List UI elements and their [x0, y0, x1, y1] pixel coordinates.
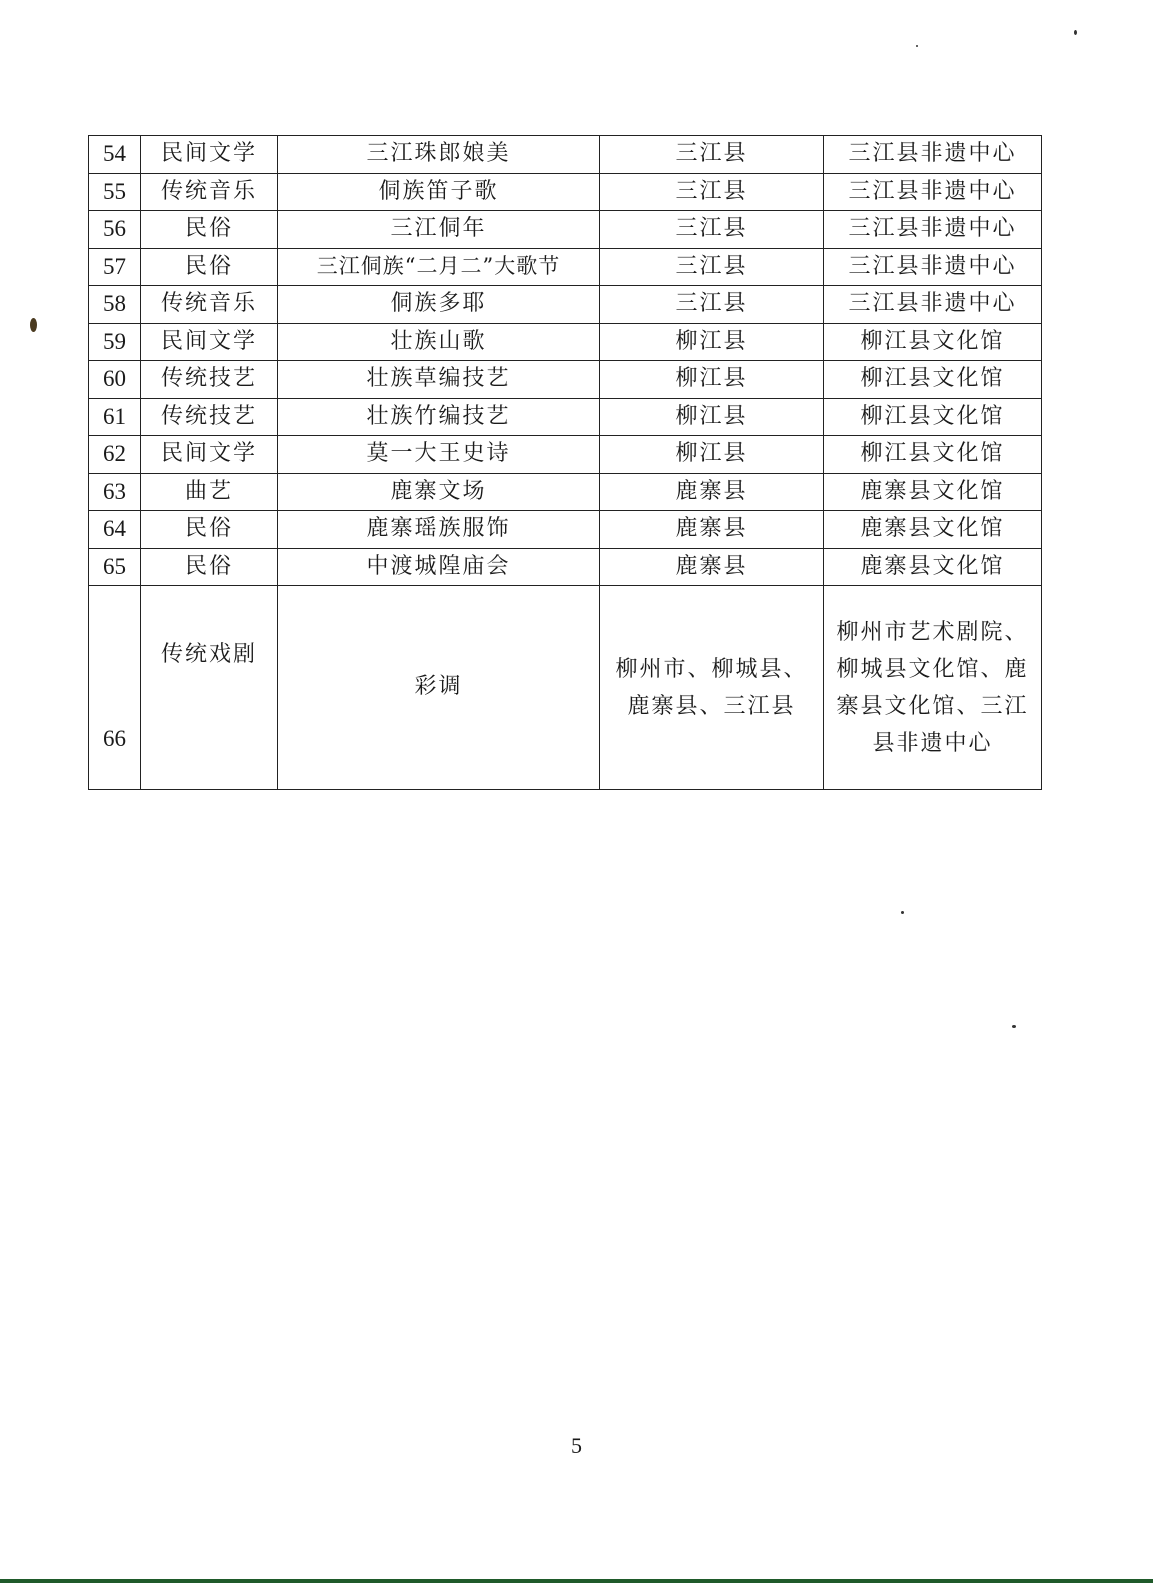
item-number: 55: [89, 173, 141, 211]
item-project: 莫一大王史诗: [278, 436, 600, 474]
item-project: 壮族竹编技艺: [278, 398, 600, 436]
item-number: 57: [89, 248, 141, 286]
item-region: 柳江县: [600, 436, 824, 474]
item-region: 柳江县: [600, 398, 824, 436]
item-project: 三江珠郎娘美: [278, 136, 600, 174]
item-number: 58: [89, 286, 141, 324]
item-number: 64: [89, 511, 141, 549]
scan-speck: [916, 45, 918, 47]
table-row: [89, 323, 1042, 361]
item-number: 62: [89, 436, 141, 474]
item-category: 民间文学: [141, 323, 278, 361]
item-region: 三江县: [600, 173, 824, 211]
item-unit: 鹿寨县文化馆: [824, 473, 1042, 511]
table-row: [89, 511, 1042, 549]
table-row: [89, 398, 1042, 436]
item-number: 66: [89, 586, 141, 790]
item-unit: 三江县非遗中心: [824, 136, 1042, 174]
item-project: 三江侗年: [278, 211, 600, 249]
item-project: 彩调: [278, 586, 600, 790]
item-category: 民俗: [141, 211, 278, 249]
scan-speck: [1074, 30, 1077, 35]
scan-bottom-edge: [0, 1579, 1153, 1583]
table-row: [89, 248, 1042, 286]
item-category: 传统戏剧: [141, 586, 278, 790]
table-row: [89, 361, 1042, 399]
item-project: 壮族山歌: [278, 323, 600, 361]
table-row: [89, 136, 1042, 174]
item-category: 民间文学: [141, 136, 278, 174]
table-row: [89, 586, 1042, 790]
scan-speck: [1012, 1025, 1016, 1028]
item-number: 60: [89, 361, 141, 399]
item-category: 曲艺: [141, 473, 278, 511]
item-category: 传统音乐: [141, 286, 278, 324]
item-region: 柳江县: [600, 361, 824, 399]
item-unit: 鹿寨县文化馆: [824, 548, 1042, 586]
item-project: 鹿寨文场: [278, 473, 600, 511]
item-number: 59: [89, 323, 141, 361]
item-region: 柳州市、柳城县、鹿寨县、三江县: [600, 586, 824, 790]
item-category: 传统音乐: [141, 173, 278, 211]
item-region: 三江县: [600, 211, 824, 249]
table-row: [89, 173, 1042, 211]
item-unit: 三江县非遗中心: [824, 173, 1042, 211]
item-project: 鹿寨瑶族服饰: [278, 511, 600, 549]
item-region: 三江县: [600, 286, 824, 324]
item-number: 63: [89, 473, 141, 511]
table-row: [89, 286, 1042, 324]
item-number: 54: [89, 136, 141, 174]
item-unit: 鹿寨县文化馆: [824, 511, 1042, 549]
item-region: 鹿寨县: [600, 473, 824, 511]
heritage-project-table: [88, 135, 1042, 790]
item-unit: 柳江县文化馆: [824, 361, 1042, 399]
item-region: 鹿寨县: [600, 511, 824, 549]
item-unit: 三江县非遗中心: [824, 248, 1042, 286]
item-unit: 柳江县文化馆: [824, 436, 1042, 474]
item-project: 侗族多耶: [278, 286, 600, 324]
scan-speck: [901, 911, 904, 914]
item-unit: 柳州市艺术剧院、柳城县文化馆、鹿寨县文化馆、三江县非遗中心: [824, 586, 1042, 790]
table-row: [89, 211, 1042, 249]
item-region: 三江县: [600, 136, 824, 174]
item-number: 65: [89, 548, 141, 586]
item-region: 鹿寨县: [600, 548, 824, 586]
scan-speck: [30, 318, 37, 332]
item-category: 民俗: [141, 548, 278, 586]
item-region: 柳江县: [600, 323, 824, 361]
item-category: 传统技艺: [141, 361, 278, 399]
item-unit: 三江县非遗中心: [824, 286, 1042, 324]
page-number: 5: [571, 1433, 582, 1458]
table-row: [89, 548, 1042, 586]
item-number: 56: [89, 211, 141, 249]
item-project: 三江侗族“二月二”大歌节: [278, 248, 600, 286]
item-project: 侗族笛子歌: [278, 173, 600, 211]
table-row: [89, 473, 1042, 511]
item-number: 61: [89, 398, 141, 436]
item-project: 壮族草编技艺: [278, 361, 600, 399]
item-category: 民间文学: [141, 436, 278, 474]
item-project: 中渡城隍庙会: [278, 548, 600, 586]
item-category: 民俗: [141, 248, 278, 286]
item-region: 三江县: [600, 248, 824, 286]
item-category: 民俗: [141, 511, 278, 549]
item-unit: 柳江县文化馆: [824, 398, 1042, 436]
item-category: 传统技艺: [141, 398, 278, 436]
item-unit: 柳江县文化馆: [824, 323, 1042, 361]
table-row: [89, 436, 1042, 474]
item-unit: 三江县非遗中心: [824, 211, 1042, 249]
